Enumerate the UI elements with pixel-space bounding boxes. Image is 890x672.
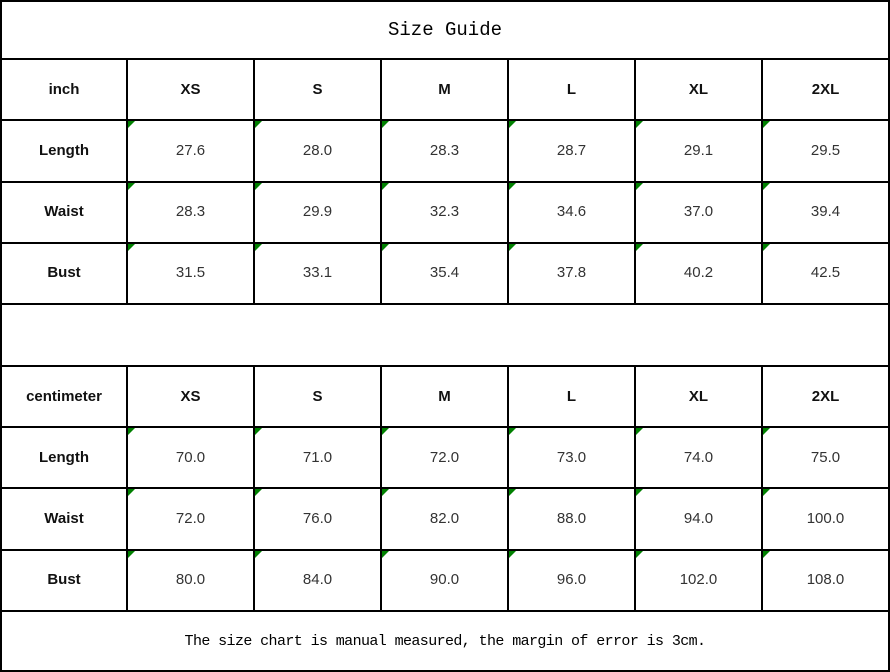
row-label: Waist [44,203,84,221]
size-header-l: L [566,387,577,405]
size-value-cell [381,120,508,181]
table-row [1,427,889,488]
green-flag-triangle-icon [255,551,262,558]
size-value: 94.0 [683,509,714,527]
green-flag-triangle-icon [128,121,135,128]
green-flag-triangle-icon [128,244,135,251]
size-value: 73.0 [556,448,587,466]
row-label: Waist [44,509,84,527]
size-value-cell [127,182,254,243]
size-value-cell [635,243,762,304]
green-flag-triangle-icon [509,244,516,251]
green-flag-triangle-icon [509,121,516,128]
green-flag-triangle-icon [509,489,516,496]
size-value-cell [381,243,508,304]
green-flag-triangle-icon [255,244,262,251]
size-value-cell [381,427,508,488]
size-value: 75.0 [810,448,841,466]
spacer-row [1,304,889,366]
size-value-cell [635,550,762,611]
size-value: 27.6 [175,141,206,159]
page-title: Size Guide [387,19,503,42]
size-value: 39.4 [810,203,841,221]
green-flag-triangle-icon [255,489,262,496]
size-value: 102.0 [679,571,718,589]
row-label-cell [1,550,127,611]
size-header-2xl: 2XL [811,80,840,98]
table-row [1,120,889,181]
size-value: 82.0 [429,509,460,527]
row-label-cell [1,182,127,243]
size-value-cell [381,488,508,549]
size-value-cell [381,182,508,243]
size-value-cell [127,427,254,488]
green-flag-triangle-icon [382,121,389,128]
size-value-cell [508,550,635,611]
row-label-cell [1,488,127,549]
green-flag-triangle-icon [382,489,389,496]
size-value-cell [254,182,381,243]
size-header-s: S [312,387,323,405]
green-flag-triangle-icon [636,121,643,128]
table-row [1,550,889,611]
green-flag-triangle-icon [509,183,516,190]
green-flag-triangle-icon [382,244,389,251]
row-label: Length [39,141,89,159]
size-value-cell [508,488,635,549]
size-value: 31.5 [175,264,206,282]
green-flag-triangle-icon [509,551,516,558]
size-value-cell [762,550,889,611]
green-flag-triangle-icon [763,551,770,558]
size-header-l: L [566,80,577,98]
size-header-2xl: 2XL [811,387,840,405]
green-flag-triangle-icon [128,551,135,558]
size-value: 28.0 [302,141,333,159]
size-value-cell [635,488,762,549]
green-flag-triangle-icon [763,428,770,435]
table-row [1,243,889,304]
size-value: 28.3 [429,141,460,159]
green-flag-triangle-icon [763,121,770,128]
size-value: 100.0 [806,509,845,527]
green-flag-triangle-icon [255,183,262,190]
size-value-cell [127,120,254,181]
size-value: 32.3 [429,203,460,221]
size-value-cell [254,243,381,304]
size-header-m: M [438,80,451,98]
green-flag-triangle-icon [128,183,135,190]
size-value-cell [762,427,889,488]
row-label: Bust [47,571,81,589]
size-header-cell [381,366,508,427]
size-value: 29.9 [302,203,333,221]
green-flag-triangle-icon [382,551,389,558]
green-flag-triangle-icon [763,244,770,251]
size-header-cell [635,366,762,427]
size-header-cell [762,59,889,120]
size-value: 96.0 [556,571,587,589]
row-label-cell [1,243,127,304]
size-value-cell [127,243,254,304]
green-flag-triangle-icon [128,428,135,435]
size-header-cell [254,366,381,427]
row-label: Bust [47,264,81,282]
size-value: 84.0 [302,571,333,589]
size-value: 72.0 [175,509,206,527]
size-value-cell [635,182,762,243]
table-row [1,488,889,549]
size-value: 34.6 [556,203,587,221]
size-value-cell [508,243,635,304]
green-flag-triangle-icon [128,489,135,496]
green-flag-triangle-icon [636,244,643,251]
green-flag-triangle-icon [382,428,389,435]
size-value-cell [508,427,635,488]
row-label-cell [1,120,127,181]
size-header-cell [508,59,635,120]
size-header-cell [254,59,381,120]
size-value-cell [381,550,508,611]
size-value: 70.0 [175,448,206,466]
footer-note: The size chart is manual measured, the margin of error is 3cm. [184,632,706,650]
size-value-cell [635,120,762,181]
size-header-cell [381,59,508,120]
size-value-cell [762,243,889,304]
size-value-cell [254,427,381,488]
size-value: 28.3 [175,203,206,221]
size-value: 35.4 [429,264,460,282]
size-header-xl: XL [688,387,709,405]
size-header-m: M [438,387,451,405]
size-value: 80.0 [175,571,206,589]
unit-header-cell [1,366,127,427]
green-flag-triangle-icon [636,183,643,190]
size-value: 33.1 [302,264,333,282]
size-header-s: S [312,80,323,98]
green-flag-triangle-icon [636,428,643,435]
green-flag-triangle-icon [636,551,643,558]
size-value: 71.0 [302,448,333,466]
size-value-cell [762,488,889,549]
size-value-cell [254,488,381,549]
size-value: 74.0 [683,448,714,466]
centimeter-header-row [1,366,889,427]
size-header-xl: XL [688,80,709,98]
unit-header-cell [1,59,127,120]
size-value: 42.5 [810,264,841,282]
size-value-cell [254,550,381,611]
size-value-cell [762,120,889,181]
size-value: 72.0 [429,448,460,466]
size-value: 29.1 [683,141,714,159]
green-flag-triangle-icon [255,121,262,128]
green-flag-triangle-icon [382,183,389,190]
size-value: 28.7 [556,141,587,159]
size-value-cell [127,550,254,611]
size-value: 108.0 [806,571,845,589]
size-value: 40.2 [683,264,714,282]
inch-header-row [1,59,889,120]
size-header-cell [127,59,254,120]
size-value-cell [762,182,889,243]
table-row [1,182,889,243]
green-flag-triangle-icon [509,428,516,435]
footer-note-cell [1,611,889,671]
size-value: 76.0 [302,509,333,527]
size-value-cell [508,120,635,181]
size-header-cell [127,366,254,427]
size-header-cell [508,366,635,427]
unit-label-inch: inch [48,80,80,98]
size-value: 29.5 [810,141,841,159]
size-value: 90.0 [429,571,460,589]
row-label-cell [1,427,127,488]
size-header-xs: XS [180,387,201,405]
green-flag-triangle-icon [636,489,643,496]
size-value-cell [635,427,762,488]
size-header-cell [762,366,889,427]
size-value-cell [508,182,635,243]
size-header-xs: XS [180,80,201,98]
row-label: Length [39,448,89,466]
size-value-cell [254,120,381,181]
green-flag-triangle-icon [255,428,262,435]
unit-label-centimeter: centimeter [26,387,102,405]
green-flag-triangle-icon [763,489,770,496]
size-value: 88.0 [556,509,587,527]
table-title-cell [1,1,889,59]
size-value: 37.8 [556,264,587,282]
size-header-cell [635,59,762,120]
green-flag-triangle-icon [763,183,770,190]
size-value: 37.0 [683,203,714,221]
size-value-cell [127,488,254,549]
